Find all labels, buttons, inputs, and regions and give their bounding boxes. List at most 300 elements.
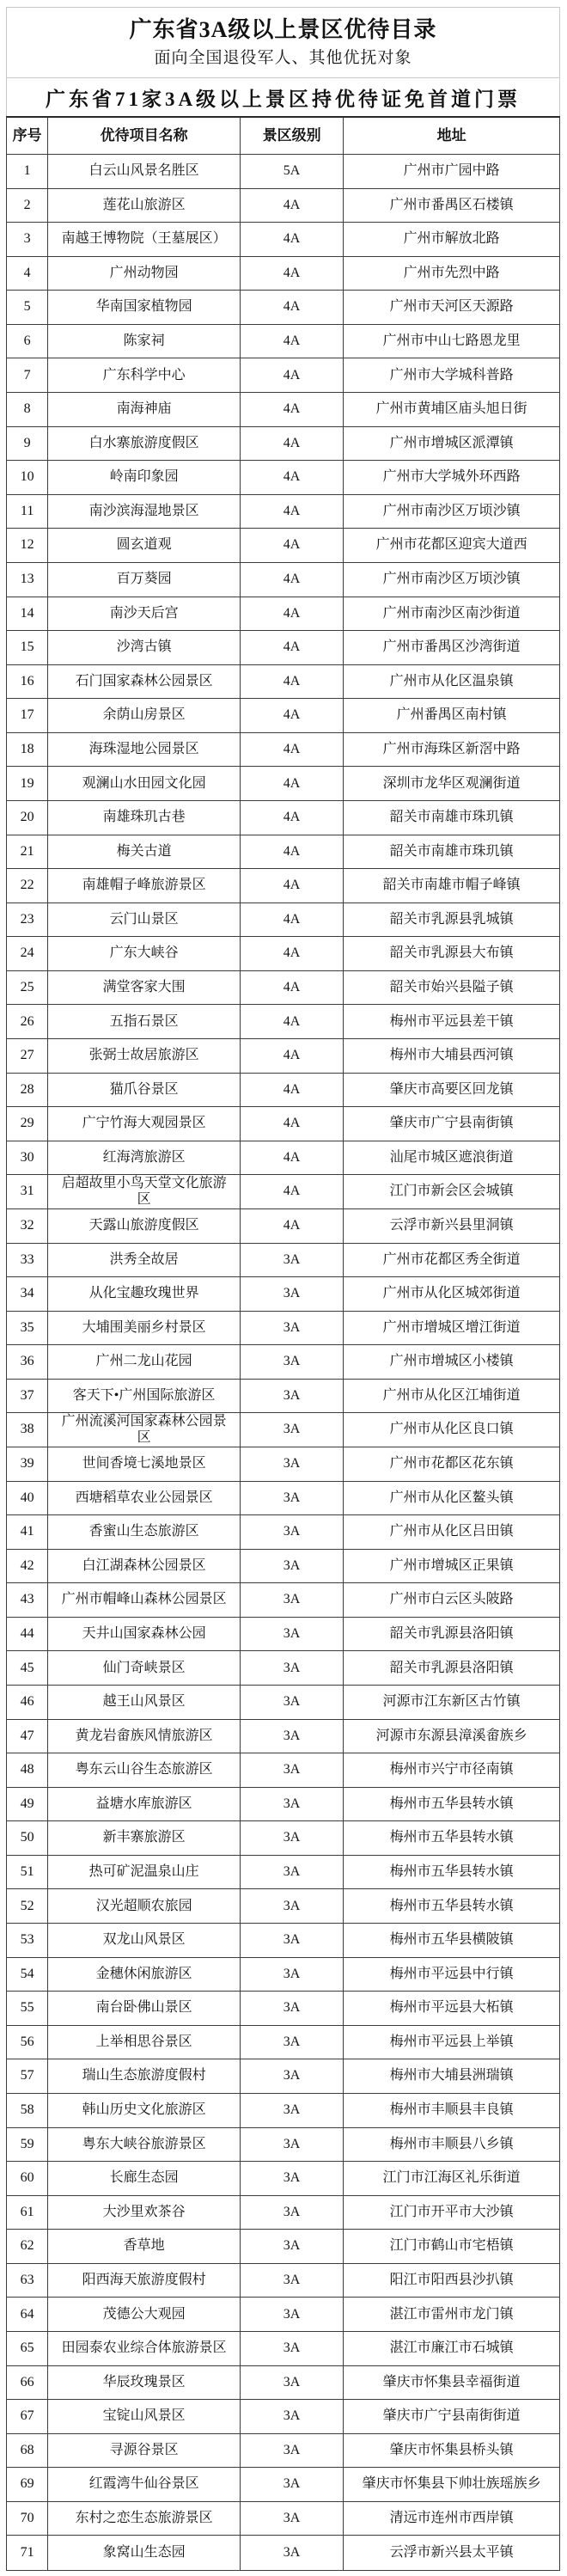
cell-level: 4A — [241, 631, 344, 664]
table-row — [7, 1651, 559, 1686]
cell-no: 13 — [7, 563, 48, 597]
cell-level: 3A — [241, 1720, 344, 1753]
cell-no: 64 — [7, 2298, 48, 2331]
table-row — [7, 1380, 559, 1414]
cell-level: 3A — [241, 1244, 344, 1277]
cell-name: 广州二龙山花园 — [48, 1345, 241, 1379]
table-row — [7, 427, 559, 462]
table-row — [7, 1277, 559, 1312]
cell-address: 梅州市大埔县洲瑞镇 — [389, 2068, 514, 2083]
cell-name: 粤东大峡谷旅游景区 — [48, 2128, 241, 2162]
cell-level: 3A — [241, 2094, 344, 2127]
cell-name: 洪秀全故居 — [48, 1244, 241, 1277]
table-row — [7, 2196, 559, 2230]
cell-level: 4A — [241, 835, 344, 869]
page-subtitle: 面向全国退役军人、其他优抚对象 — [154, 48, 412, 67]
table-row — [7, 1515, 559, 1550]
cell-level: 3A — [241, 2230, 344, 2263]
cell-level: 4A — [241, 1107, 344, 1141]
cell-level: 3A — [241, 2332, 344, 2365]
table-row — [7, 1005, 559, 1039]
cell-no: 4 — [7, 257, 48, 291]
cell-name: 阳西海天旅游度假村 — [48, 2264, 241, 2298]
cell-no: 30 — [7, 1141, 48, 1175]
cell-level: 4A — [241, 971, 344, 1005]
cell-level: 3A — [241, 1856, 344, 1889]
cell-no: 9 — [7, 427, 48, 461]
cell-level: 4A — [241, 937, 344, 970]
cell-level: 4A — [241, 257, 344, 291]
cell-name: 南沙天后宫 — [48, 597, 241, 631]
cell-address: 广州市番禺区沙湾街道 — [382, 639, 521, 655]
table-row — [7, 835, 559, 870]
cell-no: 45 — [7, 1651, 48, 1685]
cell-name: 红霞湾牛仙谷景区 — [48, 2468, 241, 2501]
column-header-address: 地址 — [436, 127, 466, 144]
cell-no: 35 — [7, 1312, 48, 1345]
cell-name: 启超故里小鸟天堂文化旅游区 — [48, 1175, 241, 1208]
cell-address: 韶关市乳源县乳城镇 — [389, 911, 514, 927]
cell-address: 深圳市龙华区观澜街道 — [382, 775, 521, 791]
table-row — [7, 495, 559, 529]
cell-address: 广州市南沙区万顷沙镇 — [382, 572, 521, 587]
cell-no: 55 — [7, 1992, 48, 2025]
table-row — [7, 2094, 559, 2128]
cell-name: 南雄珠玑古巷 — [48, 801, 241, 835]
cell-address: 广州市增城区小楼镇 — [389, 1354, 514, 1369]
cell-level: 3A — [241, 1583, 344, 1617]
cell-name: 香草地 — [48, 2230, 241, 2263]
cell-address: 广州市增城区增江街道 — [382, 1319, 521, 1335]
cell-level: 4A — [241, 358, 344, 392]
cell-level: 4A — [241, 699, 344, 732]
cell-address: 梅州市五华县转水镇 — [389, 1830, 514, 1845]
cell-name: 红海湾旅游区 — [48, 1141, 241, 1175]
column-header-no: 序号 — [7, 118, 48, 154]
cell-address: 韶关市南雄市帽子峰镇 — [382, 878, 521, 893]
table-row — [7, 155, 559, 189]
cell-level: 4A — [241, 903, 344, 937]
cell-address: 广州市天河区天源路 — [389, 299, 514, 315]
cell-name: 梅关古道 — [48, 835, 241, 869]
cell-address: 韶关市乳源县洛阳镇 — [389, 1625, 514, 1641]
cell-address: 梅州市平远县差干镇 — [389, 1013, 514, 1029]
table-row — [7, 2366, 559, 2401]
cell-name: 象窝山生态园 — [48, 2536, 241, 2570]
cell-no: 12 — [7, 529, 48, 562]
cell-address: 江门市江海区礼乐街道 — [382, 2170, 521, 2186]
cell-no: 26 — [7, 1005, 48, 1038]
cell-address: 广州市南沙区万顷沙镇 — [382, 503, 521, 518]
cell-address: 云浮市新兴县太平镇 — [389, 2545, 514, 2561]
cell-address: 湛江市雷州市龙门镇 — [389, 2306, 514, 2322]
cell-no: 16 — [7, 665, 48, 699]
cell-level: 3A — [241, 2264, 344, 2298]
cell-name: 余荫山房景区 — [48, 699, 241, 732]
cell-address: 韶关市始兴县隘子镇 — [389, 979, 514, 994]
table-header-row — [7, 118, 559, 155]
cell-address: 梅州市大埔县西河镇 — [389, 1048, 514, 1063]
table-row — [7, 1788, 559, 1822]
table-row — [7, 1889, 559, 1924]
cell-no: 53 — [7, 1924, 48, 1957]
cell-name: 大埔围美丽乡村景区 — [48, 1312, 241, 1345]
table-row — [7, 767, 559, 801]
cell-level: 4A — [241, 1074, 344, 1107]
table-row — [7, 358, 559, 393]
cell-address: 梅州市五华县转水镇 — [389, 1898, 514, 1913]
cell-name: 大沙里欢茶谷 — [48, 2196, 241, 2230]
cell-level: 4A — [241, 869, 344, 903]
cell-name: 粤东云山谷生态旅游区 — [48, 1753, 241, 1787]
table-row — [7, 2332, 559, 2366]
cell-name: 广东科学中心 — [48, 358, 241, 392]
cell-no: 19 — [7, 767, 48, 800]
cell-level: 3A — [241, 1651, 344, 1685]
cell-address: 广州市南沙区南沙街道 — [382, 605, 521, 621]
cell-name: 东村之恋生态旅游景区 — [48, 2502, 241, 2536]
table-row — [7, 2162, 559, 2196]
cell-no: 3 — [7, 223, 48, 256]
cell-level: 4A — [241, 393, 344, 426]
cell-no: 5 — [7, 291, 48, 324]
cell-no: 25 — [7, 971, 48, 1005]
table-row — [7, 1924, 559, 1958]
cell-address: 河源市东源县漳溪畲族乡 — [375, 1728, 527, 1743]
table-row — [7, 631, 559, 665]
table-row — [7, 937, 559, 971]
cell-level: 4A — [241, 1209, 344, 1243]
cell-name: 益塘水库旅游区 — [48, 1788, 241, 1821]
cell-address: 广州市从化区温泉镇 — [389, 673, 514, 688]
table-row — [7, 2400, 559, 2434]
cell-name: 华辰玫瑰景区 — [48, 2366, 241, 2400]
cell-level: 4A — [241, 189, 344, 223]
cell-level: 4A — [241, 801, 344, 835]
cell-level: 3A — [241, 1686, 344, 1719]
cell-level: 3A — [241, 1889, 344, 1923]
cell-name: 天露山旅游度假区 — [48, 1209, 241, 1243]
cell-level: 4A — [241, 223, 344, 256]
cell-level: 3A — [241, 1277, 344, 1311]
cell-name: 猫爪谷景区 — [48, 1074, 241, 1107]
table-row — [7, 1175, 559, 1209]
cell-level: 3A — [241, 1958, 344, 1992]
cell-level: 3A — [241, 1482, 344, 1515]
cell-level: 3A — [241, 1753, 344, 1787]
cell-level: 4A — [241, 1039, 344, 1073]
cell-level: 3A — [241, 1788, 344, 1821]
cell-address: 梅州市平远县中行镇 — [389, 1966, 514, 1981]
cell-name: 西塘稻草农业公园景区 — [48, 1482, 241, 1515]
cell-address: 广州市黄埔区庙头旭日街 — [375, 401, 527, 417]
cell-no: 41 — [7, 1515, 48, 1549]
cell-level: 4A — [241, 767, 344, 800]
cell-level: 3A — [241, 2468, 344, 2501]
cell-name: 圆玄道观 — [48, 529, 241, 562]
table-row — [7, 189, 559, 223]
table-row — [7, 223, 559, 257]
cell-no: 22 — [7, 869, 48, 903]
cell-address: 韶关市南雄市珠玑镇 — [389, 843, 514, 859]
cell-name: 莲花山旅游区 — [48, 189, 241, 223]
cell-address: 梅州市五华县转水镇 — [389, 1796, 514, 1811]
cell-level: 3A — [241, 1924, 344, 1957]
cell-address: 阳江市阳西县沙扒镇 — [389, 2272, 514, 2287]
cell-no: 7 — [7, 358, 48, 392]
cell-no: 28 — [7, 1074, 48, 1107]
cell-name: 热可矿泥温泉山庄 — [48, 1856, 241, 1889]
cell-address: 广州市番禺区石楼镇 — [389, 197, 514, 212]
table-row — [7, 1821, 559, 1856]
cell-address: 江门市开平市大沙镇 — [389, 2204, 514, 2219]
cell-no: 66 — [7, 2366, 48, 2400]
cell-name: 五指石景区 — [48, 1005, 241, 1038]
cell-name: 长廊生态园 — [48, 2162, 241, 2195]
cell-no: 32 — [7, 1209, 48, 1243]
cell-no: 62 — [7, 2230, 48, 2263]
cell-no: 1 — [7, 155, 48, 188]
cell-address: 汕尾市城区遮浪街道 — [389, 1149, 514, 1165]
page-title: 广东省3A级以上景区优待目录 — [129, 17, 437, 43]
table-row — [7, 1618, 559, 1652]
table-row — [7, 2468, 559, 2502]
scenic-spots-table — [6, 116, 560, 2571]
cell-address: 广州市花都区秀全街道 — [382, 1251, 521, 1267]
cell-address: 河源市江东新区古竹镇 — [382, 1694, 521, 1710]
cell-name: 广州动物园 — [48, 257, 241, 291]
cell-address: 广州番禺区南村镇 — [396, 707, 507, 723]
cell-name: 黄龙岩畲族风情旅游区 — [48, 1720, 241, 1753]
cell-address: 梅州市兴宁市径南镇 — [389, 1762, 514, 1778]
cell-level: 4A — [241, 1005, 344, 1038]
table-row — [7, 665, 559, 700]
cell-level: 4A — [241, 665, 344, 699]
cell-no: 48 — [7, 1753, 48, 1787]
cell-no: 52 — [7, 1889, 48, 1923]
cell-name: 观澜山水田园文化园 — [48, 767, 241, 800]
cell-name: 汉光超顺农旅园 — [48, 1889, 241, 1923]
cell-name: 新丰寨旅游区 — [48, 1821, 241, 1855]
cell-no: 31 — [7, 1175, 48, 1208]
cell-no: 59 — [7, 2128, 48, 2162]
cell-no: 8 — [7, 393, 48, 426]
cell-level: 4A — [241, 1175, 344, 1208]
cell-name: 广东大峡谷 — [48, 937, 241, 970]
cell-no: 6 — [7, 325, 48, 358]
cell-address: 肇庆市怀集县幸福街道 — [382, 2374, 521, 2389]
cell-no: 37 — [7, 1380, 48, 1413]
cell-address: 韶关市乳源县洛阳镇 — [389, 1660, 514, 1675]
cell-level: 3A — [241, 2128, 344, 2162]
cell-level: 3A — [241, 2059, 344, 2093]
table-row — [7, 257, 559, 291]
table-row — [7, 699, 559, 733]
cell-name: 天井山国家森林公园 — [48, 1618, 241, 1651]
cell-level: 4A — [241, 733, 344, 767]
cell-address: 江门市鹤山市宅梧镇 — [389, 2238, 514, 2254]
table-row — [7, 1482, 559, 1516]
cell-level: 3A — [241, 1618, 344, 1651]
table-row — [7, 393, 559, 427]
table-row — [7, 971, 559, 1006]
cell-no: 2 — [7, 189, 48, 223]
table-row — [7, 1312, 559, 1346]
table-row — [7, 1244, 559, 1278]
cell-address: 广州市增城区派潭镇 — [389, 435, 514, 450]
cell-no: 47 — [7, 1720, 48, 1753]
table-row — [7, 2298, 559, 2332]
cell-name: 海珠湿地公园景区 — [48, 733, 241, 767]
cell-address: 江门市新会区会城镇 — [389, 1184, 514, 1199]
cell-level: 3A — [241, 1550, 344, 1583]
cell-no: 67 — [7, 2400, 48, 2433]
cell-name: 南越王博物院（王墓展区） — [48, 223, 241, 256]
table-row — [7, 733, 559, 768]
table-row — [7, 461, 559, 495]
cell-level: 4A — [241, 597, 344, 631]
cell-name: 华南国家植物园 — [48, 291, 241, 324]
cell-level: 3A — [241, 1447, 344, 1481]
cell-address: 广州市大学城外环西路 — [382, 469, 521, 485]
cell-level: 3A — [241, 1380, 344, 1413]
cell-no: 46 — [7, 1686, 48, 1719]
table-row — [7, 2536, 559, 2570]
table-row — [7, 291, 559, 325]
table-row — [7, 2230, 559, 2264]
table-row — [7, 1107, 559, 1141]
table-row — [7, 1039, 559, 1074]
cell-no: 33 — [7, 1244, 48, 1277]
column-header-name: 优待项目名称 — [48, 118, 241, 154]
cell-no: 34 — [7, 1277, 48, 1311]
cell-address: 梅州市平远县上举镇 — [389, 2034, 514, 2049]
cell-name: 南海神庙 — [48, 393, 241, 426]
cell-name: 上举相思谷景区 — [48, 2026, 241, 2059]
table-row — [7, 325, 559, 359]
table-row — [7, 563, 559, 597]
cell-address: 广州市白云区头陂路 — [389, 1592, 514, 1607]
column-header-level: 景区级别 — [241, 118, 344, 154]
cell-level: 3A — [241, 2366, 344, 2400]
cell-address: 广州市广园中路 — [403, 163, 500, 179]
cell-level: 3A — [241, 1821, 344, 1855]
table-body — [7, 155, 559, 2570]
cell-name: 白江湖森林公园景区 — [48, 1550, 241, 1583]
cell-address: 肇庆市高要区回龙镇 — [389, 1081, 514, 1097]
cell-level: 3A — [241, 1413, 344, 1447]
cell-no: 56 — [7, 2026, 48, 2059]
cell-level: 3A — [241, 2162, 344, 2195]
cell-address: 广州市从化区江埔街道 — [382, 1387, 521, 1403]
cell-address: 韶关市乳源县大布镇 — [389, 945, 514, 961]
cell-address: 广州市增城区正果镇 — [389, 1557, 514, 1573]
cell-address: 梅州市丰顺县八乡镇 — [389, 2136, 514, 2151]
table-row — [7, 1958, 559, 1992]
cell-name: 白云山风景名胜区 — [48, 155, 241, 188]
cell-no: 27 — [7, 1039, 48, 1073]
cell-no: 57 — [7, 2059, 48, 2093]
cell-name: 瑞山生态旅游度假村 — [48, 2059, 241, 2093]
table-row — [7, 597, 559, 632]
cell-address: 梅州市五华县转水镇 — [389, 1864, 514, 1879]
cell-address: 广州市花都区迎宾大道西 — [375, 537, 527, 553]
cell-name: 云门山景区 — [48, 903, 241, 937]
cell-no: 49 — [7, 1788, 48, 1821]
cell-name: 石门国家森林公园景区 — [48, 665, 241, 699]
table-row — [7, 1447, 559, 1482]
cell-no: 65 — [7, 2332, 48, 2365]
cell-name: 广州流溪河国家森林公园景区 — [48, 1413, 241, 1447]
cell-address: 广州市解放北路 — [403, 231, 500, 247]
cell-no: 29 — [7, 1107, 48, 1141]
cell-level: 3A — [241, 2502, 344, 2536]
section-title: 广东省71家3A级以上景区持优待证免首道门票 — [45, 88, 521, 110]
cell-level: 3A — [241, 2298, 344, 2331]
cell-level: 4A — [241, 427, 344, 461]
cell-level: 3A — [241, 1515, 344, 1549]
cell-name: 茂德公大观园 — [48, 2298, 241, 2331]
section-bar — [6, 77, 560, 116]
cell-no: 60 — [7, 2162, 48, 2195]
cell-no: 68 — [7, 2434, 48, 2468]
cell-no: 50 — [7, 1821, 48, 1855]
cell-no: 61 — [7, 2196, 48, 2230]
cell-no: 71 — [7, 2536, 48, 2570]
cell-no: 36 — [7, 1345, 48, 1379]
cell-name: 岭南印象园 — [48, 461, 241, 494]
cell-address: 广州市先烈中路 — [403, 265, 500, 280]
cell-address: 广州市大学城科普路 — [389, 367, 514, 382]
title-block — [6, 7, 560, 77]
cell-level: 3A — [241, 1312, 344, 1345]
table-row — [7, 1141, 559, 1176]
cell-name: 南台卧佛山景区 — [48, 1992, 241, 2025]
cell-level: 4A — [241, 291, 344, 324]
table-row — [7, 2264, 559, 2298]
table-row — [7, 2434, 559, 2469]
cell-level: 3A — [241, 2434, 344, 2468]
cell-no: 43 — [7, 1583, 48, 1617]
cell-address: 云浮市新兴县里洞镇 — [389, 1218, 514, 1233]
cell-name: 韩山历史文化旅游区 — [48, 2094, 241, 2127]
cell-no: 58 — [7, 2094, 48, 2127]
cell-level: 3A — [241, 1992, 344, 2025]
cell-no: 42 — [7, 1550, 48, 1583]
table-row — [7, 1583, 559, 1618]
cell-level: 3A — [241, 1345, 344, 1379]
cell-name: 沙湾古镇 — [48, 631, 241, 664]
table-row — [7, 1550, 559, 1584]
cell-level: 3A — [241, 2026, 344, 2059]
cell-address: 清远市连州市西岸镇 — [389, 2510, 514, 2525]
cell-name: 陈家祠 — [48, 325, 241, 358]
cell-no: 24 — [7, 937, 48, 970]
cell-name: 广州市帽峰山森林公园景区 — [48, 1583, 241, 1617]
cell-level: 5A — [241, 155, 344, 188]
cell-no: 69 — [7, 2468, 48, 2501]
cell-address: 梅州市平远县大柘镇 — [389, 2000, 514, 2016]
cell-no: 14 — [7, 597, 48, 631]
cell-no: 11 — [7, 495, 48, 529]
cell-no: 17 — [7, 699, 48, 732]
cell-name: 广宁竹海大观园景区 — [48, 1107, 241, 1141]
cell-no: 23 — [7, 903, 48, 937]
table-row — [7, 801, 559, 835]
cell-name: 寻源谷景区 — [48, 2434, 241, 2468]
cell-name: 从化宝趣玫瑰世界 — [48, 1277, 241, 1311]
table-row — [7, 2026, 559, 2060]
